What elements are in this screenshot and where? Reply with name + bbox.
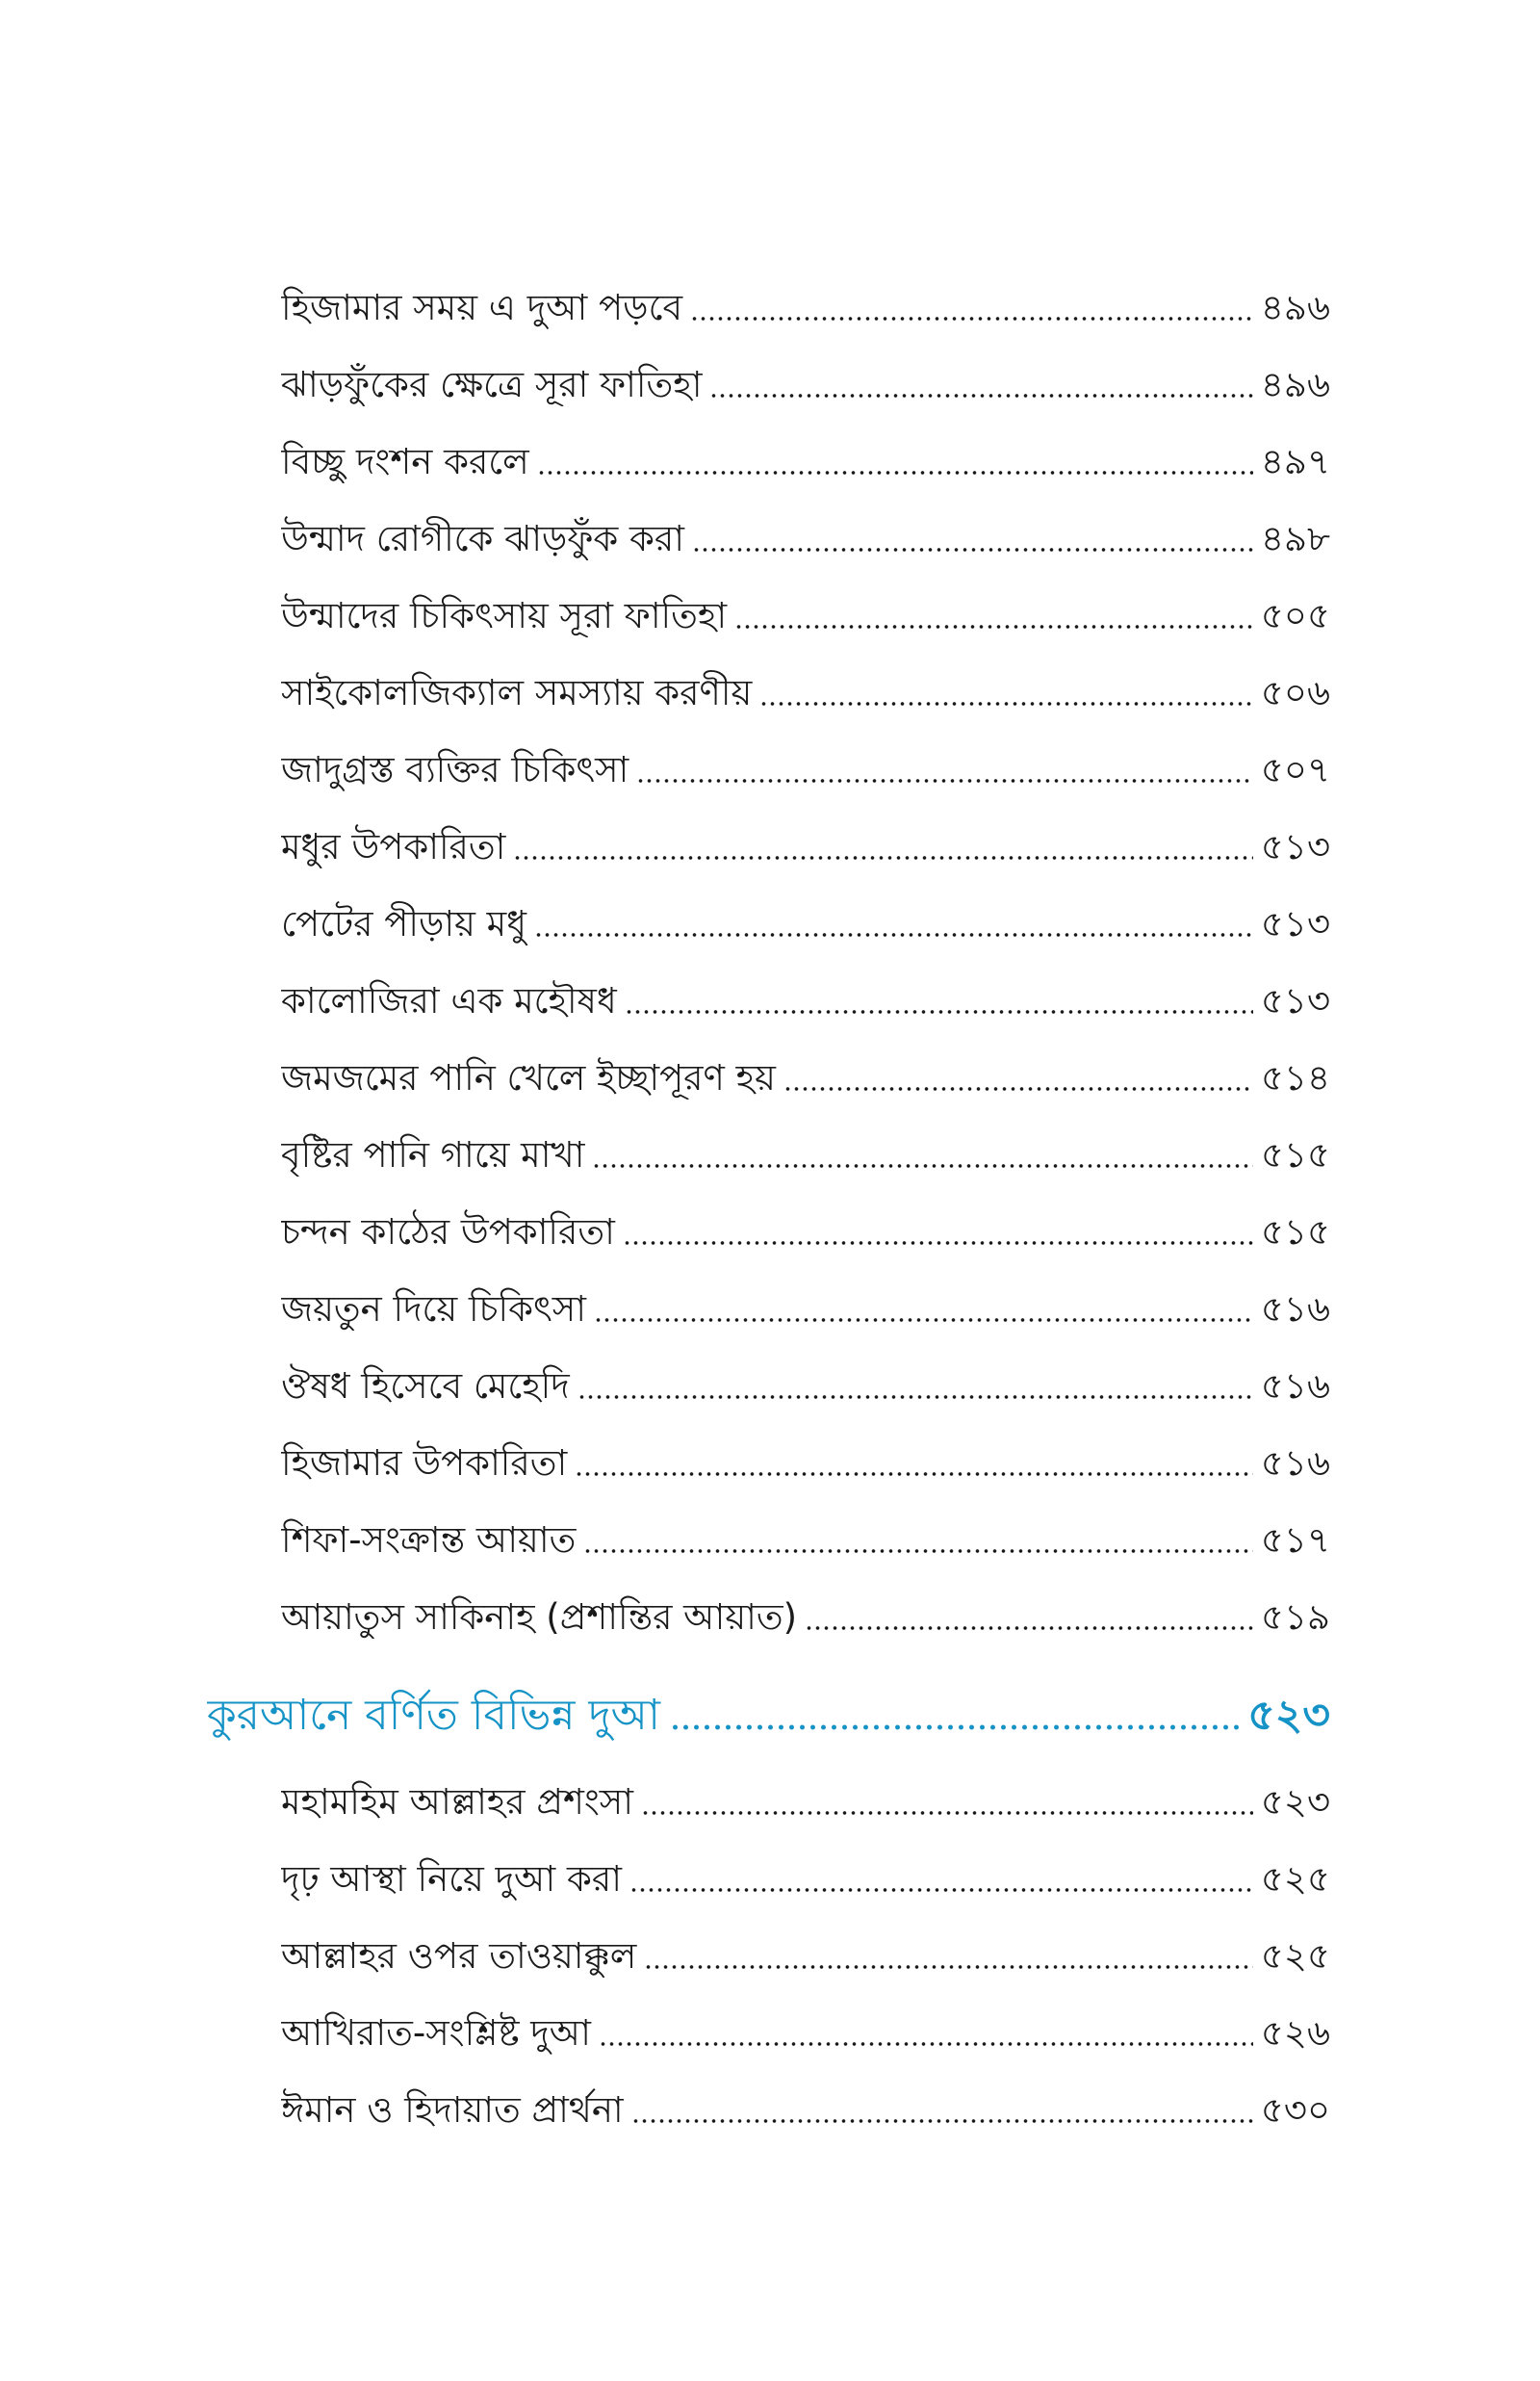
entry-title: ঔষধ হিসেবে মেহেদি [281, 1365, 570, 1407]
entry-title: ঝাড়ফুঁকের ক্ষেত্রে সূরা ফাতিহা [281, 364, 703, 405]
entry-page: ৫২৬ [1260, 2012, 1330, 2054]
entry-title: মধুর উপকারিতা [281, 826, 506, 867]
entry-title: দৃঢ় আস্থা নিয়ে দুআ করা [281, 1858, 622, 1900]
section-heading [207, 1677, 1330, 1741]
entry-page: ৫১৩ [1260, 980, 1330, 1022]
entry-title: আখিরাত-সংশ্লিষ্ট দুআ [281, 2012, 591, 2054]
toc-entry [281, 1273, 1330, 1331]
toc-entry [281, 1350, 1330, 1408]
dot-leader [668, 1691, 1244, 1741]
toc-entry [281, 1504, 1330, 1562]
dot-leader [707, 364, 1256, 406]
toc-entry [281, 965, 1330, 1022]
dot-leader [690, 518, 1257, 560]
entry-title: হিজামার সময় এ দুআ পড়বে [281, 287, 683, 328]
entry-page: ৫১৫ [1260, 1211, 1330, 1253]
toc-entry [281, 2074, 1330, 2132]
dot-leader [597, 2012, 1257, 2055]
dot-leader [535, 441, 1257, 483]
entry-title: কালোজিরা এক মহৌষধ [281, 980, 617, 1022]
entry-page: ৪৯৬ [1260, 287, 1330, 328]
entry-page: ৫১৫ [1260, 1134, 1330, 1176]
entry-title: আল্লাহর ওপর তাওয়াক্কুল [281, 1935, 637, 1977]
section-page: ৫২৩ [1247, 1691, 1330, 1740]
entry-title: আয়াতুস সাকিনাহ (প্রশান্তির আয়াত) [281, 1596, 798, 1638]
dot-leader [581, 1519, 1257, 1562]
toc-entry [281, 503, 1330, 560]
entry-page: ৫১৪ [1260, 1057, 1330, 1099]
dot-leader [639, 1781, 1257, 1824]
dot-leader [592, 1288, 1257, 1331]
section-title: কুরআনে বর্ণিত বিভিন্ন দুআ [207, 1691, 660, 1740]
entry-page: ৫১৬ [1260, 1288, 1330, 1330]
toc-entry [281, 1581, 1330, 1639]
entry-title: পেটের পীড়ায় মধু [281, 903, 526, 945]
dot-leader [532, 903, 1257, 945]
toc-entry [281, 657, 1330, 714]
entry-page: ৫১৬ [1260, 1442, 1330, 1484]
dot-leader [628, 1858, 1257, 1901]
entry-page: ৫০৬ [1260, 672, 1330, 713]
dot-leader [634, 749, 1257, 791]
entry-page: ৫৩০ [1260, 2089, 1330, 2131]
entry-page: ৪৯৬ [1260, 364, 1330, 405]
dot-leader [576, 1365, 1257, 1408]
dot-leader [573, 1442, 1257, 1485]
toc-entry [281, 580, 1330, 637]
entry-title: মহামহিম আল্লাহর প্রশংসা [281, 1781, 633, 1823]
entry-title: চন্দন কাঠের উপকারিতা [281, 1211, 615, 1253]
toc-entry [281, 1042, 1330, 1100]
toc-entry [281, 1920, 1330, 1978]
entry-title: উন্মাদের চিকিৎসায় সূরা ফাতিহা [281, 595, 728, 636]
toc-entry [281, 1766, 1330, 1824]
entry-title: ঈমান ও হিদায়াত প্রার্থনা [281, 2089, 624, 2131]
entry-page: ৫২৫ [1260, 1858, 1330, 1900]
entry-title: উন্মাদ রোগীকে ঝাড়ফুঁক করা [281, 518, 684, 559]
dot-leader [511, 826, 1257, 868]
dot-leader [732, 595, 1257, 637]
entry-page: ৫২৩ [1260, 1781, 1330, 1823]
entry-title: বিচ্ছু দংশন করলে [281, 441, 529, 482]
entry-title: জমজমের পানি খেলে ইচ্ছাপূরণ হয় [281, 1057, 776, 1099]
toc-entry [281, 1427, 1330, 1485]
entry-title: বৃষ্টির পানি গায়ে মাখা [281, 1134, 585, 1176]
toc-entry [281, 1119, 1330, 1177]
entry-page: ৫১৩ [1260, 903, 1330, 945]
entry-page: ৪৯৭ [1260, 441, 1330, 482]
dot-leader [782, 1057, 1257, 1100]
entry-title: শিফা-সংক্রান্ত আয়াত [281, 1519, 577, 1561]
dot-leader [642, 1935, 1257, 1978]
dot-leader [590, 1134, 1257, 1177]
entry-page: ৫১৬ [1260, 1365, 1330, 1407]
entry-page: ৪৯৮ [1260, 518, 1330, 559]
toc-entry [281, 811, 1330, 868]
entry-page: ৫২৫ [1260, 1935, 1330, 1977]
toc-entry [281, 426, 1330, 483]
dot-leader [629, 2089, 1257, 2132]
toc-entry [281, 1196, 1330, 1254]
dot-leader [688, 287, 1257, 329]
entry-title: হিজামার উপকারিতা [281, 1442, 568, 1484]
toc-entry [281, 272, 1330, 329]
toc-entry [281, 734, 1330, 791]
dot-leader [803, 1596, 1257, 1639]
entry-page: ৫০৫ [1260, 595, 1330, 636]
entry-page: ৫১৯ [1260, 1596, 1330, 1638]
dot-leader [621, 1211, 1257, 1254]
toc-entry [281, 1997, 1330, 2055]
entry-title: সাইকোলজিক্যাল সমস্যায় করণীয় [281, 672, 753, 713]
toc-entry [281, 888, 1330, 945]
entry-title: জাদুগ্রস্ত ব্যক্তির চিকিৎসা [281, 749, 629, 790]
dot-leader [757, 672, 1257, 714]
entry-title: জয়তুন দিয়ে চিকিৎসা [281, 1288, 586, 1330]
toc-entry [281, 1843, 1330, 1901]
dot-leader [623, 980, 1257, 1022]
entry-page: ৫১৩ [1260, 826, 1330, 867]
toc-entry [281, 349, 1330, 406]
entry-page: ৫০৭ [1260, 749, 1330, 790]
entry-page: ৫১৭ [1260, 1519, 1330, 1561]
